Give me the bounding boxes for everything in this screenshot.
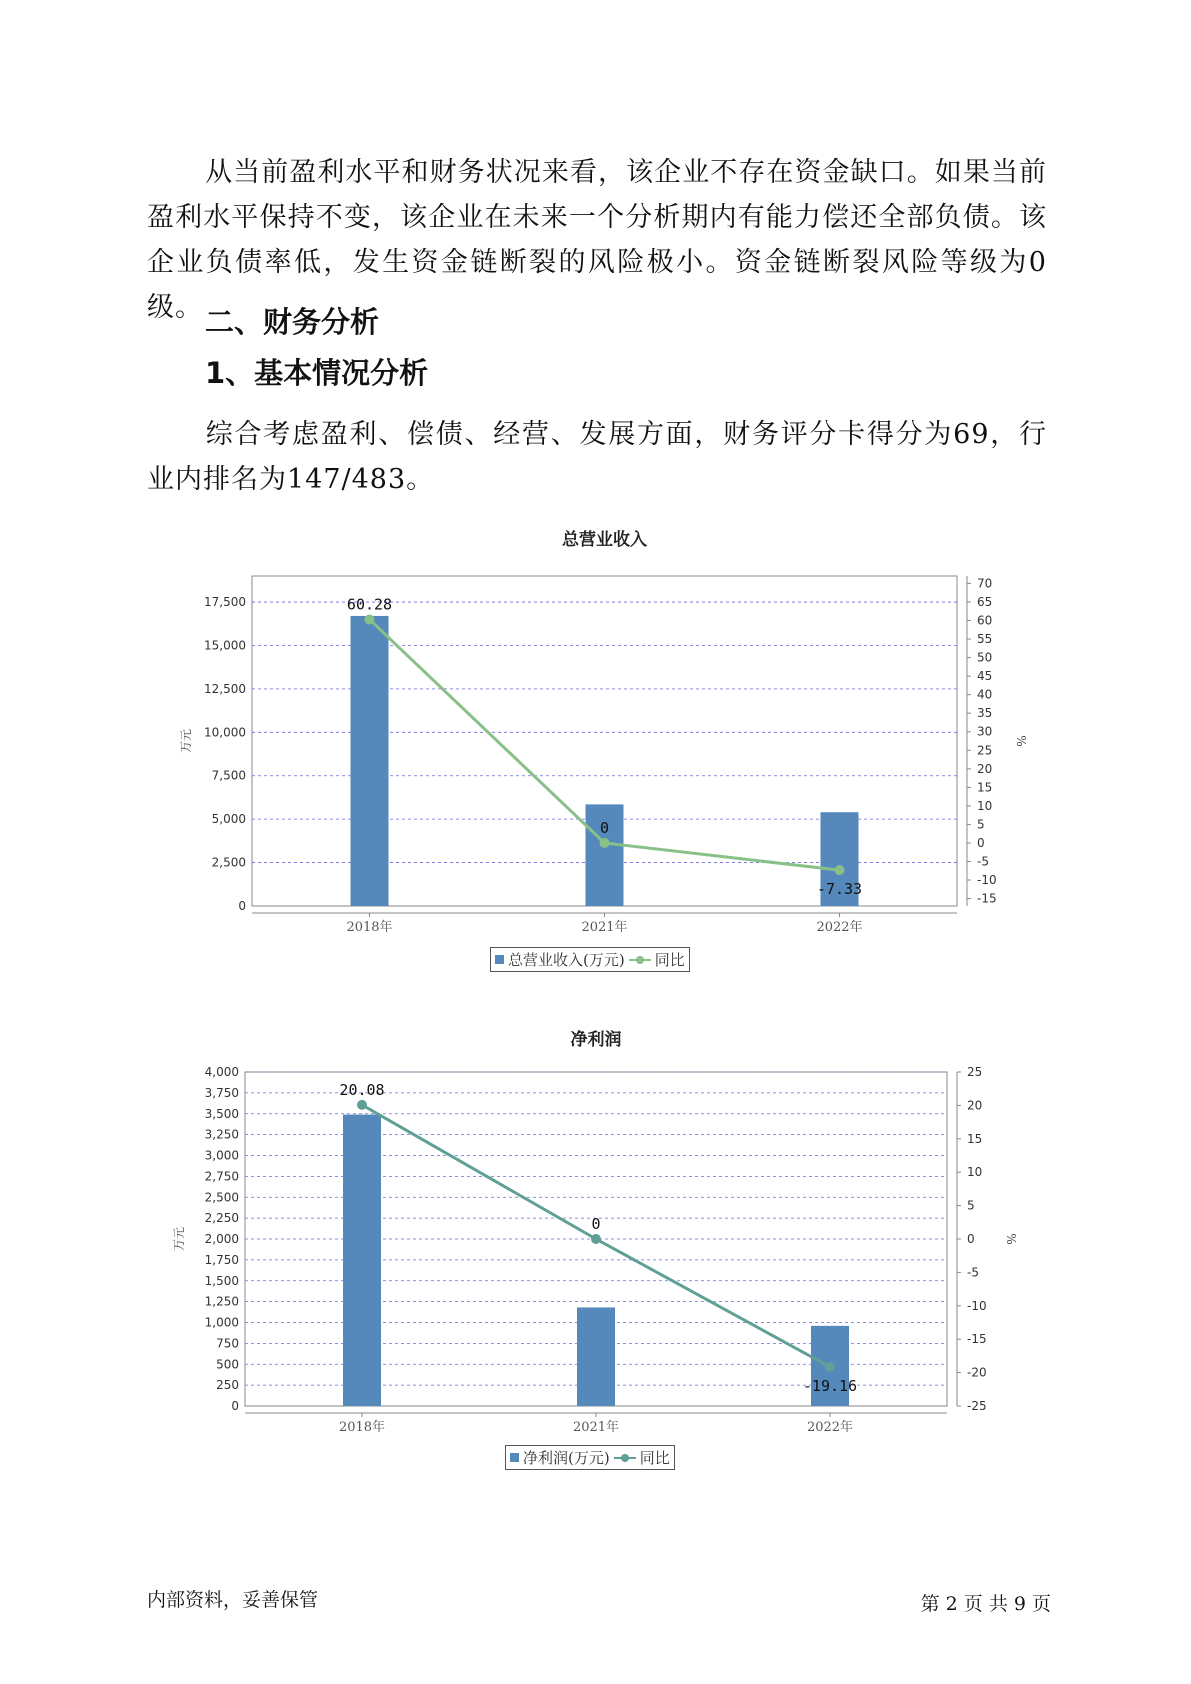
y-tick-label: 7,500 [211,768,246,783]
y2-tick-label: 45 [977,669,993,684]
y-tick-label: 1,500 [204,1273,239,1288]
y2-tick-label: 5 [967,1198,975,1213]
x-tick-label: 2018年 [338,1420,386,1435]
y2-tick-label: -25 [967,1399,987,1413]
x-tick-label: 2022年 [816,920,863,935]
x-tick-label: 2021年 [581,920,628,935]
y2-tick-label: 25 [967,1065,983,1079]
y2-tick-label: 65 [977,594,993,609]
y2-tick-label: -15 [977,891,997,906]
line-legend-swatch [614,1453,636,1462]
y-tick-label: 3,000 [204,1148,239,1163]
line-legend-swatch [629,955,651,964]
y-tick-label: 12,500 [204,681,246,696]
score-paragraph [147,412,1047,502]
y2-tick-label: 30 [977,724,993,739]
y-tick-label: 250 [216,1378,239,1393]
yoy-point [357,1100,367,1110]
y-tick-label: 3,500 [204,1106,239,1121]
y-tick-label: 5,000 [211,812,246,827]
bar-legend-label: 总营业收入(万元) [508,951,625,969]
y2-tick-label: 10 [977,798,993,813]
x-tick-label: 2022年 [806,1420,854,1435]
y2-tick-label: 5 [977,817,985,832]
y2-tick-label: -10 [977,873,997,888]
y2-axis-label: % [1014,735,1028,747]
revenue-chart [0,520,1191,980]
y2-tick-label: -20 [967,1365,987,1380]
bar-legend-swatch [495,955,504,964]
y2-tick-label: 25 [977,743,993,758]
y-tick-label: 3,250 [204,1127,239,1142]
y2-tick-label: 10 [967,1165,983,1180]
data-label: 20.08 [339,1080,385,1099]
revenue-chart-svg [0,520,1191,980]
data-label: -7.33 [816,880,863,899]
y-tick-label: 500 [216,1357,239,1372]
y2-tick-label: 50 [977,650,993,665]
yoy-point [825,1362,835,1372]
y-tick-label: 0 [238,899,246,913]
section-heading: 二、财务分析 [205,305,380,339]
y2-tick-label: 55 [977,632,993,647]
y2-tick-label: -5 [977,854,989,869]
score-text: 综合考虑盈利、偿债、经营、发展方面，财务评分卡得分为69，行业内排名为147/483。 [147,419,1047,495]
revenue-legend [490,947,690,972]
y-axis-label: 万元 [172,1226,186,1252]
summary-text: 从当前盈利水平和财务状况来看，该企业不存在资金缺口。如果当前盈利水平保持不变，该企业在未来一个分析期内有能力偿还全部负债。该企业负债率低，发生资金链断裂的风险极小。资金链断裂风险等级为0级。 [147,157,1047,323]
y-tick-label: 2,500 [211,855,246,870]
footer-page-number: 第 2 页 共 9 页 [920,1593,1051,1615]
yoy-point [365,614,375,624]
y2-tick-label: 35 [977,706,993,721]
footer-confidential: 内部资料，妥善保管 [147,1589,319,1611]
y2-tick-label: 70 [977,576,993,591]
y2-tick-label: 40 [977,687,993,702]
y-tick-label: 750 [216,1336,239,1351]
x-tick-label: 2021年 [572,1420,620,1435]
y2-tick-label: 0 [977,835,985,850]
y-tick-label: 2,250 [204,1211,239,1226]
bar [577,1307,615,1406]
y-tick-label: 0 [231,1399,239,1413]
y-tick-label: 1,000 [204,1315,239,1330]
chart-title: 总营业收入 [562,530,647,550]
y2-tick-label: -15 [967,1332,987,1347]
y2-tick-label: -5 [967,1265,979,1280]
line-legend-label: 同比 [639,1449,670,1467]
bar [343,1115,381,1406]
y-tick-label: 1,750 [204,1252,239,1267]
bar-legend-swatch [510,1453,519,1462]
y2-tick-label: 60 [977,613,993,628]
y2-tick-label: 15 [977,780,993,795]
y-tick-label: 4,000 [204,1065,239,1079]
y-tick-label: 2,750 [204,1169,239,1184]
y-tick-label: 2,000 [204,1232,239,1246]
y-axis-label: 万元 [179,728,193,754]
net-profit-chart [0,1020,1191,1480]
subsection-heading: 1、基本情况分析 [205,356,429,390]
net-profit-legend [505,1445,675,1470]
y-tick-label: 2,500 [204,1190,239,1205]
data-label: -19.16 [802,1376,858,1395]
bar-legend-label: 净利润(万元) [523,1449,610,1467]
yoy-point [591,1234,601,1244]
y2-tick-label: 0 [967,1232,975,1246]
yoy-point [835,865,845,875]
y-tick-label: 3,750 [204,1085,239,1100]
y-tick-label: 15,000 [204,638,246,653]
y-tick-label: 10,000 [204,725,246,740]
y2-axis-label: % [1004,1233,1018,1245]
chart-title: 净利润 [570,1030,622,1050]
data-label: 0 [599,818,610,837]
bar [351,616,389,906]
yoy-point [600,838,610,848]
y2-tick-label: 15 [967,1131,983,1146]
y-tick-label: 17,500 [204,595,246,610]
data-label: 60.28 [346,595,393,614]
x-tick-label: 2018年 [346,920,393,935]
y2-tick-label: 20 [977,761,993,776]
y2-tick-label: -10 [967,1298,987,1313]
data-label: 0 [591,1215,601,1233]
line-legend-label: 同比 [654,951,685,969]
y-tick-label: 1,250 [204,1294,239,1309]
y2-tick-label: 20 [967,1098,983,1113]
net-profit-chart-svg [0,1020,1191,1480]
